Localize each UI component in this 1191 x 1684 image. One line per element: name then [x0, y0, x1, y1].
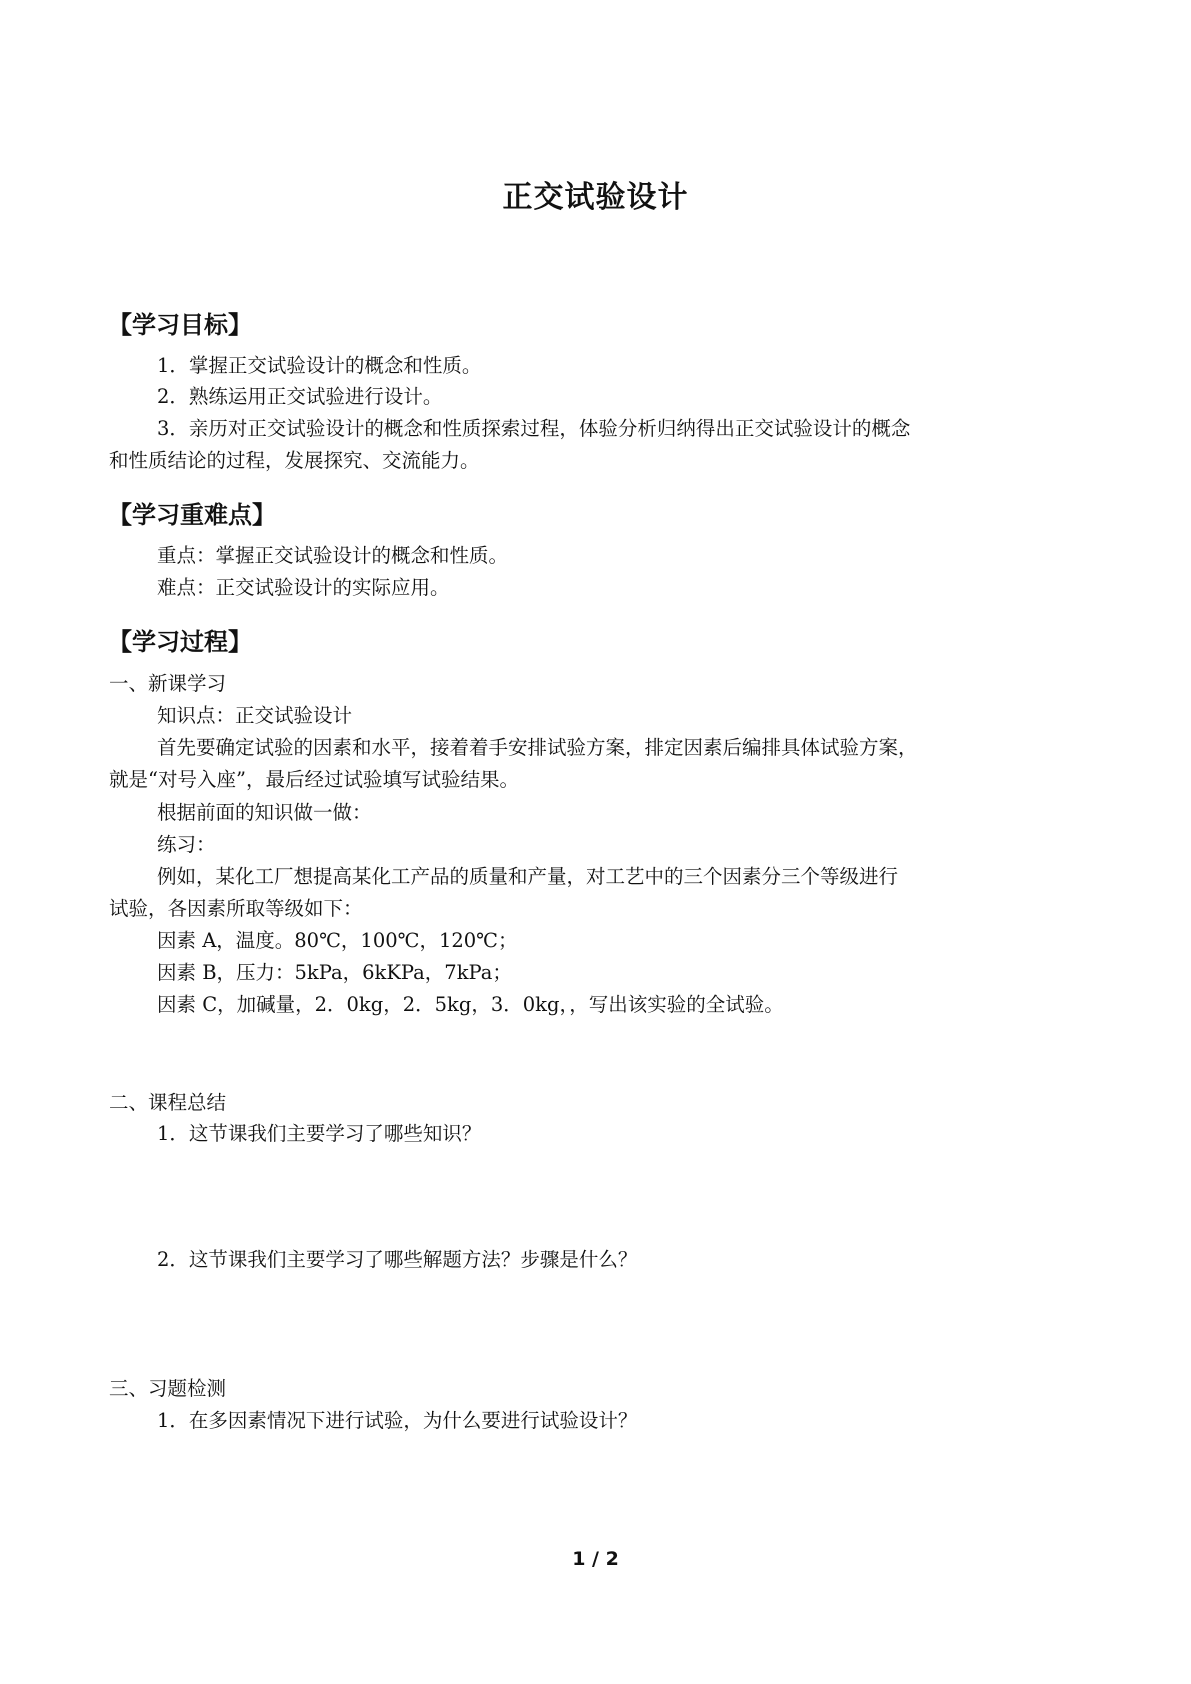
paragraph-line: 例如，某化工厂想提高某化工产品的质量和产量，对工艺中的三个因素分三个等级进行 — [157, 865, 899, 888]
objective-item: 2．熟练运用正交试验进行设计。 — [157, 385, 443, 408]
factor-b-line: 因素 B，压力：5kPa，6kKPa，7kPa； — [157, 961, 512, 984]
paragraph-line: 根据前面的知识做一做： — [157, 801, 372, 824]
exercise-question: 1．在多因素情况下进行试验，为什么要进行试验设计？ — [157, 1409, 638, 1432]
heading-learning-process: 【学习过程】 — [108, 628, 252, 656]
section-title-exercise-check: 三、习题检测 — [109, 1377, 227, 1400]
factor-a-line: 因素 A，温度。80℃，100℃，120℃； — [157, 929, 518, 952]
objective-item: 1．掌握正交试验设计的概念和性质。 — [157, 354, 482, 377]
section-title-course-summary: 二、课程总结 — [109, 1091, 227, 1114]
summary-question: 1．这节课我们主要学习了哪些知识？ — [157, 1122, 482, 1145]
paragraph-line: 就是“对号入座”，最后经过试验填写试验结果。 — [109, 768, 519, 791]
knowledge-point: 知识点：正交试验设计 — [157, 704, 353, 727]
section-title-new-lesson: 一、新课学习 — [109, 672, 227, 695]
key-point-item: 重点：掌握正交试验设计的概念和性质。 — [157, 544, 509, 567]
factor-c-line: 因素 C，加碱量，2．0kg，2．5kg，3．0kg，，写出该实验的全试验。 — [157, 993, 784, 1016]
heading-learning-objectives: 【学习目标】 — [108, 311, 252, 339]
paragraph-line: 试验，各因素所取等级如下： — [109, 897, 363, 920]
exercise-label: 练习： — [157, 833, 216, 856]
paragraph-line: 首先要确定试验的因素和水平，接着着手安排试验方案，排定因素后编排具体试验方案， — [157, 736, 918, 759]
objective-item-continued: 和性质结论的过程，发展探究、交流能力。 — [109, 449, 480, 472]
summary-question: 2．这节课我们主要学习了哪些解题方法？步骤是什么？ — [157, 1248, 638, 1271]
page-number: 1 / 2 — [572, 1548, 619, 1570]
objective-item: 3．亲历对正交试验设计的概念和性质探索过程，体验分析归纳得出正交试验设计的概念 — [157, 417, 911, 440]
heading-key-points: 【学习重难点】 — [108, 501, 276, 529]
key-point-item: 难点：正交试验设计的实际应用。 — [157, 576, 450, 599]
page-title: 正交试验设计 — [502, 180, 689, 215]
